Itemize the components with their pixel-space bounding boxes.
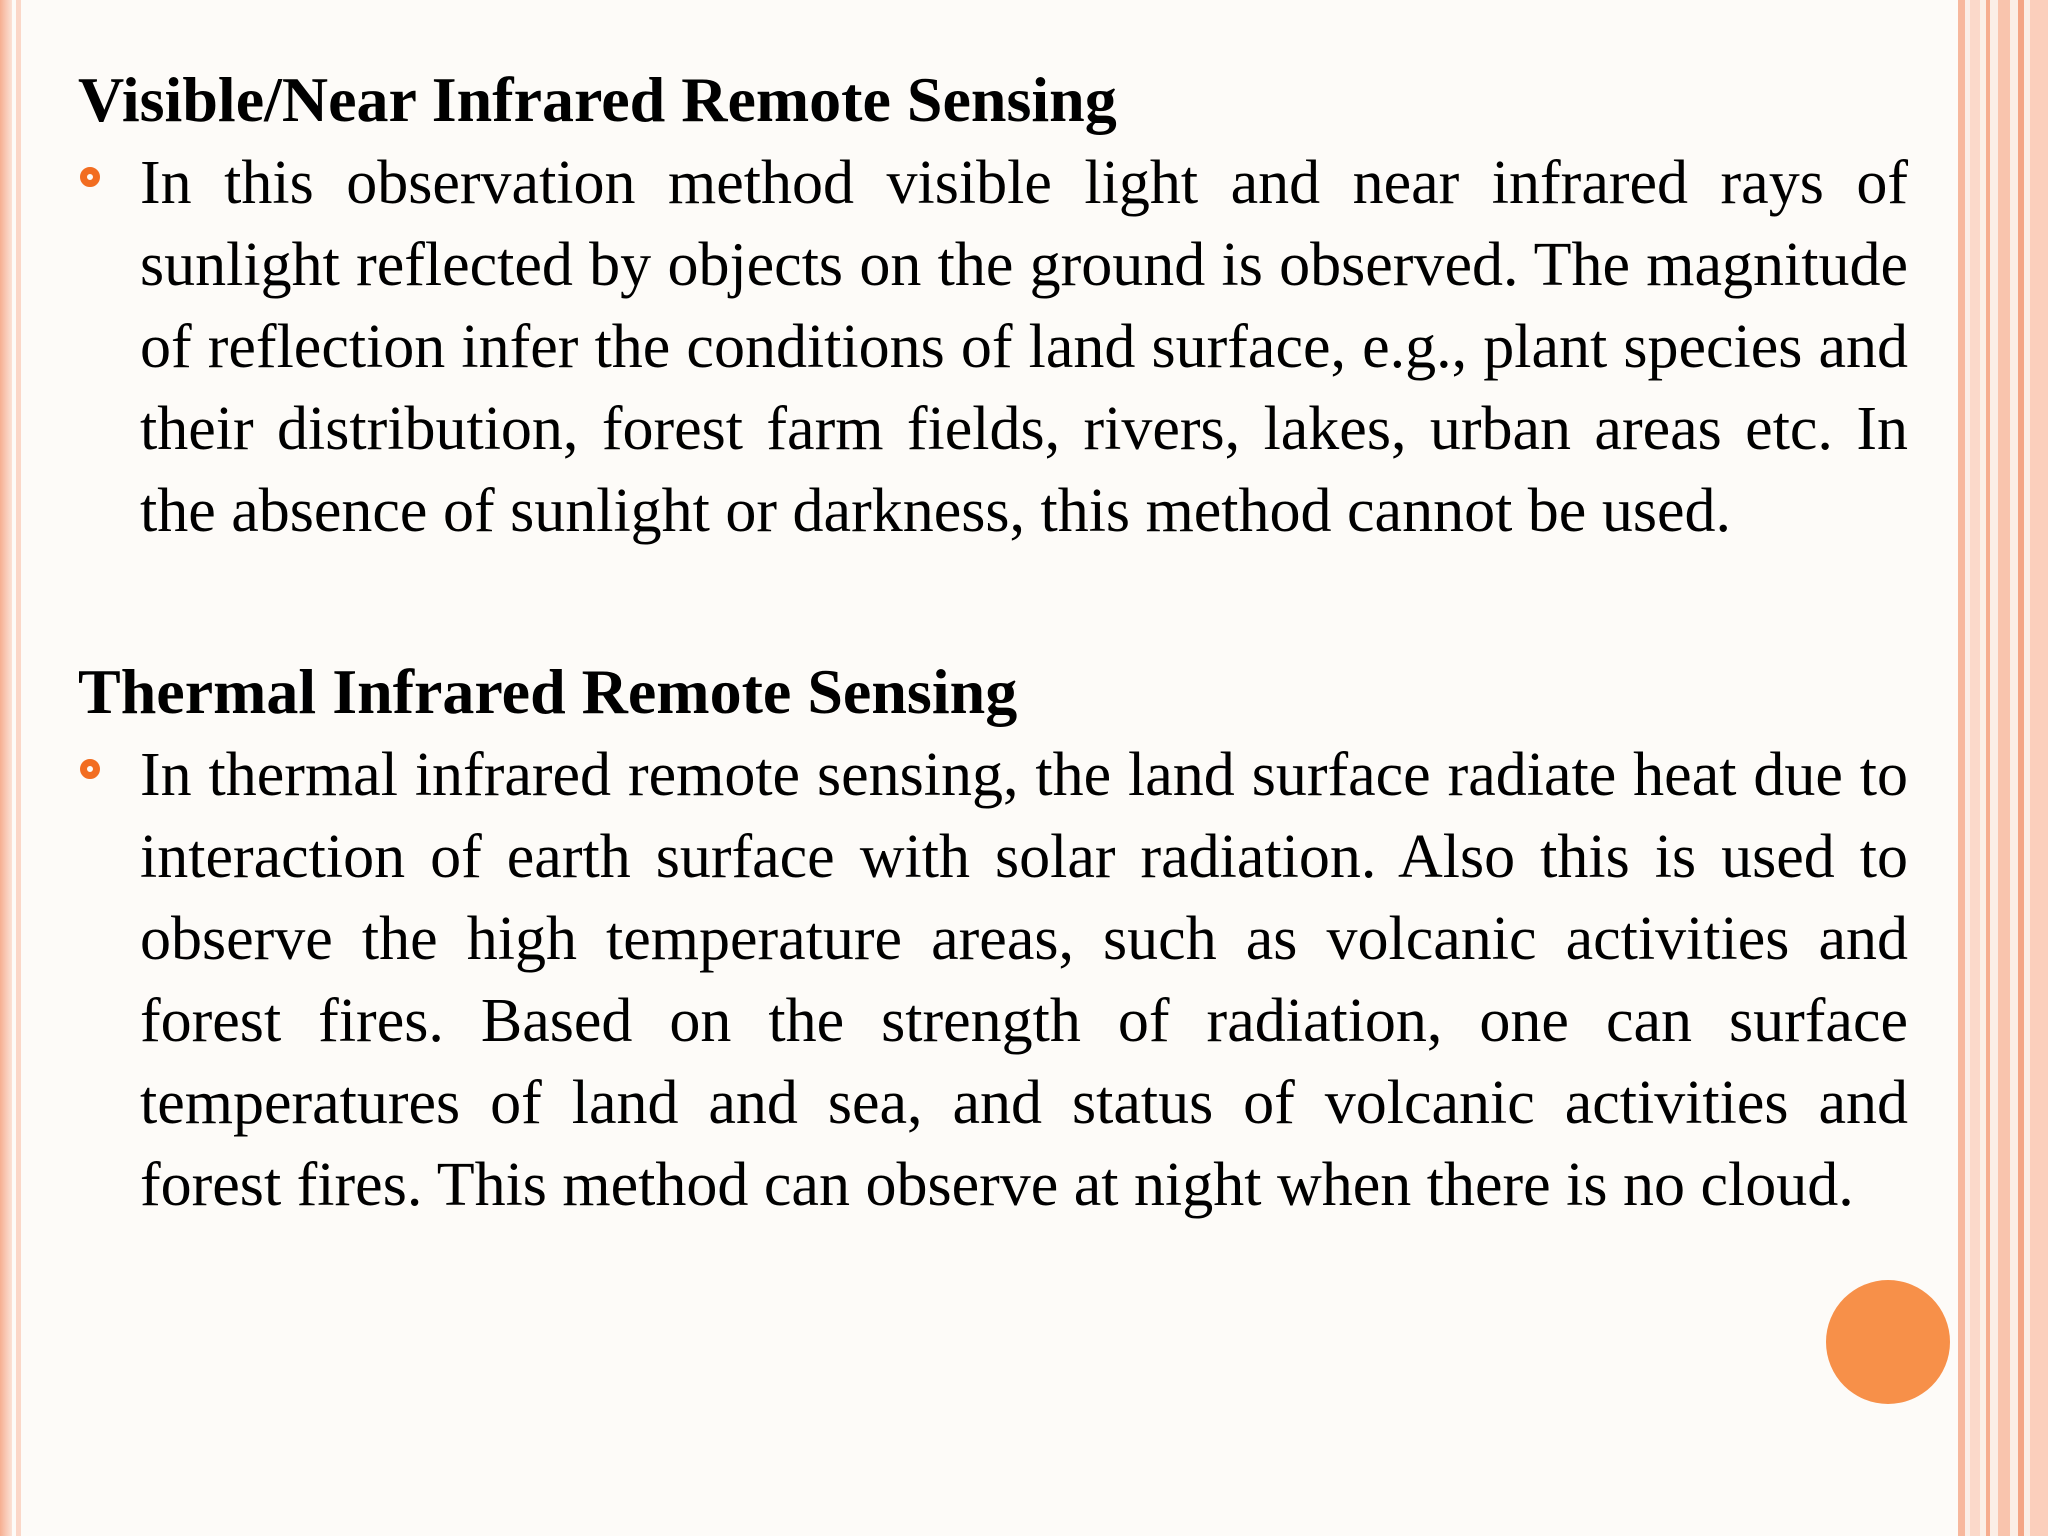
bullet-item — [78, 734, 1908, 1226]
circle-bullet-icon — [80, 759, 100, 779]
section-thermal-ir — [78, 652, 1908, 1226]
stripe — [1998, 0, 2010, 1536]
bullet-text: In this observation method visible light and near infrared rays of sunlight reflected by objects on the ground is observed. The magnitude of reflection infer the conditions of land surface, e.g., plant species and their distribution, forest farm fields, rivers, lakes, urban areas etc. In the absence of sunlight or darkness, this method cannot be used. — [140, 149, 1908, 545]
stripe — [2030, 0, 2048, 1536]
slide-content — [78, 60, 1908, 1226]
left-inner-stripe — [16, 0, 21, 1536]
section-visible-nir — [78, 60, 1908, 552]
bullet-item — [78, 142, 1908, 552]
section-gap — [78, 552, 1908, 652]
section-heading: Visible/Near Infrared Remote Sensing — [78, 64, 1117, 135]
left-border-decoration — [0, 0, 12, 1536]
stripe — [1986, 0, 1990, 1536]
stripe — [2018, 0, 2024, 1536]
section-heading: Thermal Infrared Remote Sensing — [78, 656, 1018, 727]
stripe — [1958, 0, 1965, 1536]
stripe — [1970, 0, 1980, 1536]
right-stripe-decoration — [1958, 0, 2048, 1536]
circle-bullet-icon — [80, 167, 100, 187]
pointer-highlight-dot — [1826, 1280, 1950, 1404]
bullet-text: In thermal infrared remote sensing, the land surface radiate heat due to interaction of earth surface with solar radiation. Also this is used to observe the high temperature areas, such as volcanic activities and forest fires. Based on the strength of radiation, one can surface temperatures of land and sea, and status of volcanic activities and forest fires. This method can observe at night when there is no cloud. — [140, 741, 1908, 1219]
